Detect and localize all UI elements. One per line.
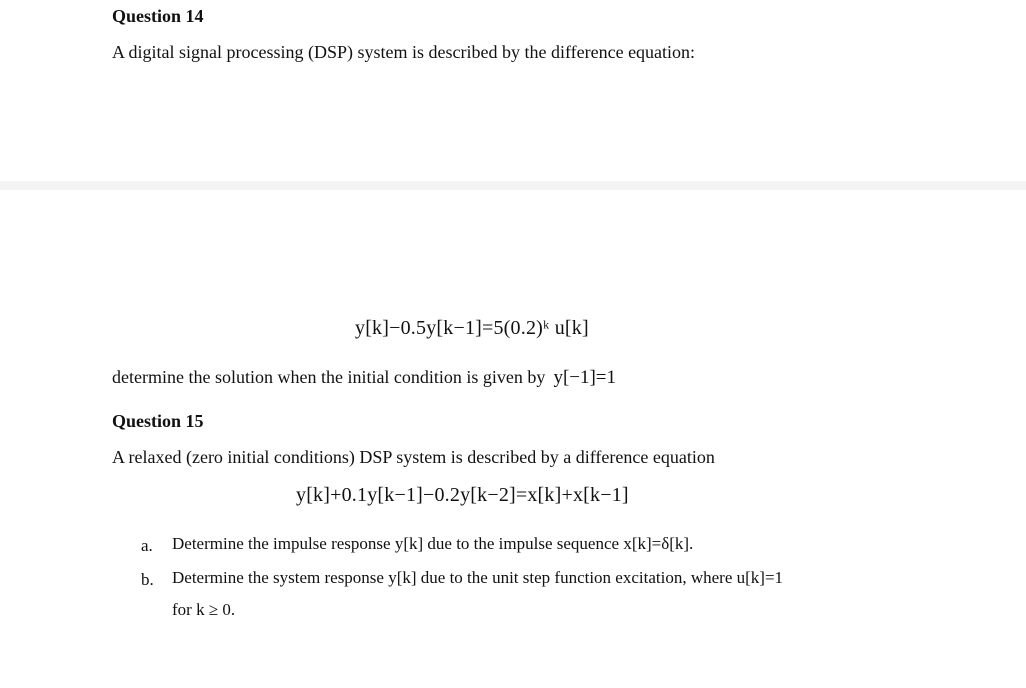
- page-separator: [0, 181, 1026, 190]
- question-14-intro: A digital signal processing (DSP) system is described by the difference equation:: [112, 42, 696, 62]
- initial-condition: y[−1]=1: [553, 367, 617, 388]
- question-15-intro: A relaxed (zero initial conditions) DSP system is described by a difference equation: [112, 447, 715, 467]
- list-item-b-label: b.: [141, 570, 154, 589]
- list-item-a-label: a.: [141, 536, 153, 555]
- question-14-prompt-line: [112, 367, 616, 389]
- list-item-a-text: Determine the impulse response y[k] due to the impulse sequence x[k]=δ[k].: [172, 534, 694, 553]
- question-14-equation: y[k]−0.5y[k−1]=5(0.2)ᵏ u[k]: [355, 317, 589, 339]
- question-15-heading: Question 15: [112, 411, 204, 431]
- question-14-heading: Question 14: [112, 6, 204, 26]
- question-15-equation: y[k]+0.1y[k−1]−0.2y[k−2]=x[k]+x[k−1]: [296, 484, 629, 506]
- list-item-b-continuation: for k ≥ 0.: [172, 600, 236, 619]
- list-item-b-text: Determine the system response y[k] due to the unit step function excitation, where u[k]=1: [172, 568, 784, 587]
- question-14-prompt: determine the solution when the initial condition is given by: [112, 367, 546, 387]
